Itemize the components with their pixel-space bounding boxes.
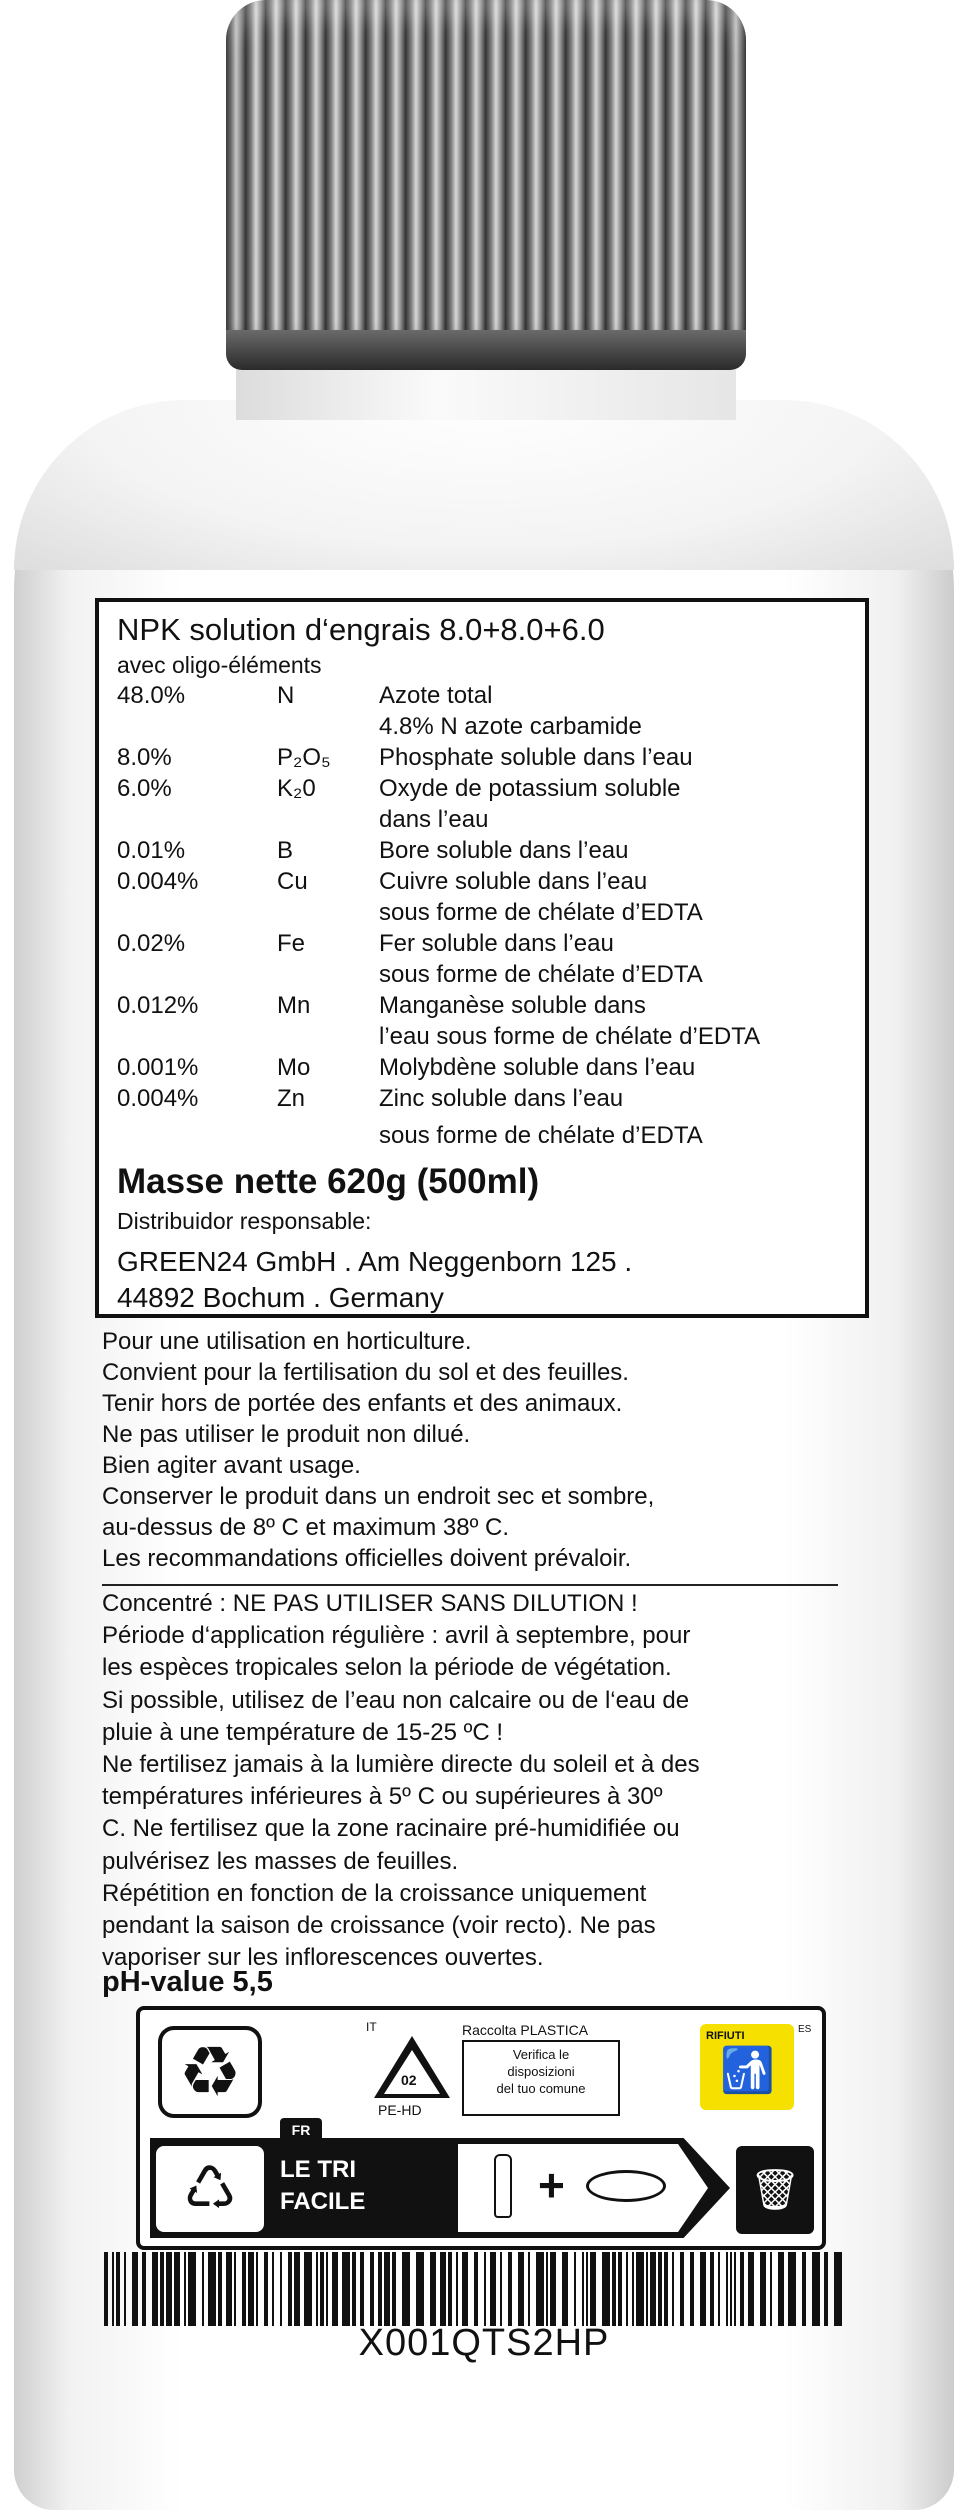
nutrient-row — [117, 835, 857, 866]
nutrient-desc-line: 4.8% N azote carbamide — [379, 713, 642, 740]
recycling-bin-icon: 🗑 — [736, 2146, 814, 2234]
nutrient-symbol: N — [277, 682, 295, 709]
usage-line: Conserver le produit dans un endroit sec et sombre, — [102, 1483, 655, 1510]
barcode-bar — [740, 2252, 744, 2326]
triman-icon: ♺ — [156, 2146, 264, 2232]
plastic-code-block — [366, 2020, 622, 2124]
nutrient-desc-line: Bore soluble dans l’eau — [379, 837, 629, 864]
barcode-bar — [448, 2252, 452, 2326]
raccolta-title: Raccolta PLASTICA — [462, 2022, 589, 2038]
rubbish-block — [700, 2024, 812, 2120]
nutrient-desc-line: Molybdène soluble dans l’eau — [379, 1054, 696, 1081]
product-subtitle: avec oligo-éléments — [117, 652, 322, 678]
nutrient-row — [117, 680, 857, 742]
barcode-bar — [104, 2252, 108, 2326]
nutrient-row — [117, 773, 857, 835]
nutrient-symbol: Cu — [277, 868, 308, 895]
barcode-bar — [680, 2252, 684, 2326]
rubbish-code: ES — [798, 2024, 812, 2035]
nutrient-desc — [379, 1083, 857, 1151]
divider — [102, 1584, 838, 1586]
nutrient-desc-line: Oxyde de potassium soluble — [379, 775, 681, 802]
nutrient-desc — [379, 680, 857, 742]
barcode-bar — [392, 2252, 396, 2326]
barcode-bars — [104, 2252, 852, 2326]
barcode-bar — [824, 2252, 828, 2326]
nutrient-row — [117, 742, 857, 773]
barcode-bar — [430, 2252, 436, 2326]
nutrient-symbol: Mn — [277, 992, 311, 1019]
nutrient-percent: 8.0% — [117, 744, 172, 771]
barcode-bar — [226, 2252, 232, 2326]
usage-line: Convient pour la fertilisation du sol et des feuilles. — [102, 1359, 629, 1386]
barcode-bar — [166, 2252, 172, 2326]
nutrient-row — [117, 1052, 857, 1083]
barcode-bar — [700, 2252, 706, 2326]
barcode-bar — [718, 2252, 720, 2326]
verifica-box — [462, 2040, 620, 2116]
nutrient-percent: 0.01% — [117, 837, 186, 864]
barcode-bar — [528, 2252, 530, 2326]
recycle-icon: ♻ — [158, 2026, 262, 2118]
barcode-bar — [632, 2252, 634, 2326]
nutrient-desc — [379, 928, 857, 990]
barcode-bar — [234, 2252, 236, 2326]
barcode-bar — [586, 2252, 588, 2326]
barcode-bar — [264, 2252, 268, 2326]
nutrient-desc — [379, 866, 857, 928]
barcode-bar — [188, 2252, 196, 2326]
barcode-bar — [646, 2252, 648, 2326]
barcode-bar — [574, 2252, 576, 2326]
barcode-bar — [402, 2252, 410, 2326]
ph-value: pH-value 5,5 — [102, 1966, 273, 1998]
nutrient-percent: 0.001% — [117, 1054, 199, 1081]
nutrient-row — [117, 866, 857, 928]
nutrient-row — [117, 990, 857, 1052]
nutrient-desc — [379, 835, 857, 866]
barcode-text: X001QTS2HP — [358, 2322, 610, 2364]
barcode-bar — [626, 2252, 628, 2326]
barcode-bar — [474, 2252, 478, 2326]
nutrient-percent: 0.012% — [117, 992, 199, 1019]
barcode-bar — [690, 2252, 694, 2326]
nutrient-desc-line: dans l’eau — [379, 806, 489, 833]
usage-line: Bien agiter avant usage. — [102, 1452, 361, 1479]
bottle-icon — [494, 2154, 512, 2218]
rubbish-label: RIFIUTI — [706, 2030, 745, 2042]
barcode-bar — [788, 2252, 796, 2326]
product-title: NPK solution d‘engrais 8.0+8.0+6.0 — [117, 612, 605, 647]
nutrient-desc — [379, 1052, 857, 1083]
nutrient-table — [117, 680, 857, 1151]
instruction-line: pulvérisez les masses de feuilles. — [102, 1847, 459, 1875]
pe-label: PE-HD — [378, 2102, 422, 2118]
nutrient-symbol: Zn — [277, 1085, 306, 1112]
instruction-line: températures inférieures à 5º C ou supérieures à 30º — [102, 1783, 663, 1811]
barcode-bar — [360, 2252, 364, 2326]
barcode-bar — [812, 2252, 820, 2326]
barcode-bar — [778, 2252, 784, 2326]
recycling-panel — [136, 2006, 826, 2250]
instruction-line: Concentré : NE PAS UTILISER SANS DILUTION ! — [102, 1590, 638, 1617]
barcode-bar — [612, 2252, 616, 2326]
instruction-line: Répétition en fonction de la croissance uniquement — [102, 1879, 647, 1907]
barcode-bar — [484, 2252, 486, 2326]
barcode-bar — [256, 2252, 258, 2326]
barcode-bar — [562, 2252, 568, 2326]
usage-line: Les recommandations officielles doivent prévaloir. — [102, 1545, 632, 1572]
nutrient-desc-line: Zinc soluble dans l’eau — [379, 1085, 624, 1112]
net-mass: Masse nette 620g (500ml) — [117, 1162, 540, 1201]
instruction-line: Ne fertilisez jamais à la lumière directe du soleil et à des — [102, 1751, 700, 1779]
barcode-bar — [304, 2252, 312, 2326]
barcode-bar — [508, 2252, 512, 2326]
nutrient-desc-line: Manganèse soluble dans — [379, 992, 646, 1019]
nutrient-row — [117, 928, 857, 990]
barcode-bar — [440, 2252, 446, 2326]
barcode-bar — [618, 2252, 622, 2326]
barcode-bar — [320, 2252, 324, 2326]
pe-country: IT — [366, 2020, 377, 2034]
barcode-bar — [124, 2252, 126, 2326]
nutrient-desc — [379, 773, 857, 835]
barcode-bar — [490, 2252, 496, 2326]
plus-icon: + — [538, 2159, 565, 2211]
address-line-2: 44892 Bochum . Germany — [117, 1282, 444, 1313]
verifica-line: del tuo comune — [496, 2081, 586, 2096]
nutrient-symbol: Fe — [277, 930, 306, 957]
usage-line: Tenir hors de portée des enfants et des animaux. — [102, 1390, 623, 1417]
barcode-bar — [174, 2252, 180, 2326]
fr-tab: FR — [280, 2118, 322, 2142]
barcode-bar — [272, 2252, 274, 2326]
barcode-bar — [316, 2252, 318, 2326]
letri-line-2: FACILE — [280, 2188, 366, 2215]
instruction-line: pluie à une température de 15-25 ºC ! — [102, 1718, 504, 1746]
barcode — [104, 2252, 852, 2326]
instruction-line: C. Ne fertilisez que la zone racinaire pré-humidifiée ou — [102, 1815, 680, 1843]
barcode-bar — [726, 2252, 728, 2326]
nutrient-desc-line: Fer soluble dans l’eau — [379, 930, 614, 957]
barcode-bar — [550, 2252, 556, 2326]
instruction-line: les espèces tropicales selon la période de végétation. — [102, 1654, 672, 1682]
barcode-bar — [602, 2252, 610, 2326]
barcode-bar — [748, 2252, 754, 2326]
bottle-cap-rim — [226, 330, 746, 370]
nutrient-desc-line: l’eau sous forme de chélate d’EDTA — [379, 1023, 761, 1050]
usage-line: au-dessus de 8º C et maximum 38º C. — [102, 1514, 510, 1541]
barcode-bar — [112, 2252, 114, 2326]
barcode-bar — [456, 2252, 458, 2326]
cap-icon — [586, 2170, 666, 2202]
barcode-bar — [184, 2252, 186, 2326]
barcode-bar — [518, 2252, 524, 2326]
nutrient-desc-line: sous forme de chélate d’EDTA — [379, 899, 703, 926]
nutrient-desc-line: sous forme de chélate d’EDTA — [379, 1122, 703, 1149]
barcode-bar — [142, 2252, 146, 2326]
instruction-line: pendant la saison de croissance (voir recto). Ne pas — [102, 1912, 656, 1940]
nutrient-percent: 48.0% — [117, 682, 186, 709]
barcode-bar — [332, 2252, 338, 2326]
barcode-bar — [280, 2252, 282, 2326]
barcode-bar — [500, 2252, 502, 2326]
barcode-bar — [590, 2252, 596, 2326]
nutrient-desc-line: Azote total — [379, 682, 493, 709]
barcode-bar — [294, 2252, 300, 2326]
usage-line: Ne pas utiliser le produit non dilué. — [102, 1421, 471, 1448]
barcode-bar — [730, 2252, 732, 2326]
nutrient-row — [117, 1083, 857, 1151]
instruction-line: Si possible, utilisez de l’eau non calcaire ou de l‘eau de — [102, 1686, 690, 1714]
person-bin-icon: 🚮 — [720, 2046, 775, 2095]
nutrient-symbol: Mo — [277, 1054, 311, 1081]
bottle-cap — [226, 0, 746, 360]
pe-number: 02 — [401, 2072, 417, 2088]
nutrient-percent: 0.004% — [117, 868, 199, 895]
letri-line-1: LE TRI — [280, 2156, 356, 2183]
nutrient-desc — [379, 990, 857, 1052]
usage-notes — [102, 1326, 654, 1574]
nutrient-percent: 0.004% — [117, 1085, 199, 1112]
barcode-bar — [760, 2252, 766, 2326]
composition-box — [95, 598, 869, 1318]
barcode-bar — [378, 2252, 382, 2326]
bottle-neck — [236, 368, 736, 420]
instructions — [102, 1588, 700, 1974]
instruction-line: Période d‘application régulière : avril à septembre, pour — [102, 1622, 691, 1650]
barcode-bar — [636, 2252, 644, 2326]
barcode-bar — [116, 2252, 120, 2326]
nutrient-percent: 6.0% — [117, 775, 172, 802]
instruction-line: vaporiser sur les inflorescences ouvertes. — [102, 1944, 544, 1972]
verifica-line: disposizioni — [507, 2064, 575, 2079]
usage-line: Pour une utilisation en horticulture. — [102, 1328, 472, 1355]
barcode-bar — [218, 2252, 222, 2326]
barcode-bar — [342, 2252, 350, 2326]
nutrient-desc-line: sous forme de chélate d’EDTA — [379, 961, 703, 988]
barcode-bar — [384, 2252, 390, 2326]
barcode-bar — [208, 2252, 216, 2326]
barcode-bar — [248, 2252, 254, 2326]
nutrient-desc — [379, 742, 857, 773]
barcode-bar — [242, 2252, 246, 2326]
verifica-line: Verifica le — [512, 2047, 570, 2062]
barcode-bar — [650, 2252, 656, 2326]
barcode-bar — [326, 2252, 328, 2326]
barcode-bar — [370, 2252, 374, 2326]
nutrient-symbol: B — [277, 837, 294, 864]
barcode-bar — [658, 2252, 662, 2326]
barcode-bar — [462, 2252, 468, 2326]
nutrient-symbol: P₂O₅ — [277, 744, 331, 771]
barcode-bar — [536, 2252, 544, 2326]
barcode-bar — [132, 2252, 138, 2326]
distributor-label: Distribuidor responsable: — [117, 1208, 372, 1234]
nutrient-percent: 0.02% — [117, 930, 186, 957]
barcode-bar — [582, 2252, 584, 2326]
barcode-bar — [546, 2252, 548, 2326]
barcode-bar — [672, 2252, 674, 2326]
barcode-bar — [352, 2252, 356, 2326]
barcode-bar — [770, 2252, 772, 2326]
barcode-bar — [202, 2252, 204, 2326]
barcode-bar — [834, 2252, 842, 2326]
barcode-bar — [416, 2252, 424, 2326]
barcode-bar — [288, 2252, 292, 2326]
barcode-bar — [152, 2252, 158, 2326]
barcode-bar — [734, 2252, 736, 2326]
barcode-bar — [802, 2252, 806, 2326]
nutrient-symbol: K₂0 — [277, 775, 316, 802]
barcode-bar — [664, 2252, 668, 2326]
barcode-bar — [710, 2252, 714, 2326]
nutrient-desc-line: Cuivre soluble dans l’eau — [379, 868, 648, 895]
bottle-shoulder — [14, 400, 954, 570]
address-line-1: GREEN24 GmbH . Am Neggenborn 125 . — [117, 1246, 633, 1277]
barcode-bar — [160, 2252, 164, 2326]
nutrient-desc-line: Phosphate soluble dans l’eau — [379, 744, 693, 771]
